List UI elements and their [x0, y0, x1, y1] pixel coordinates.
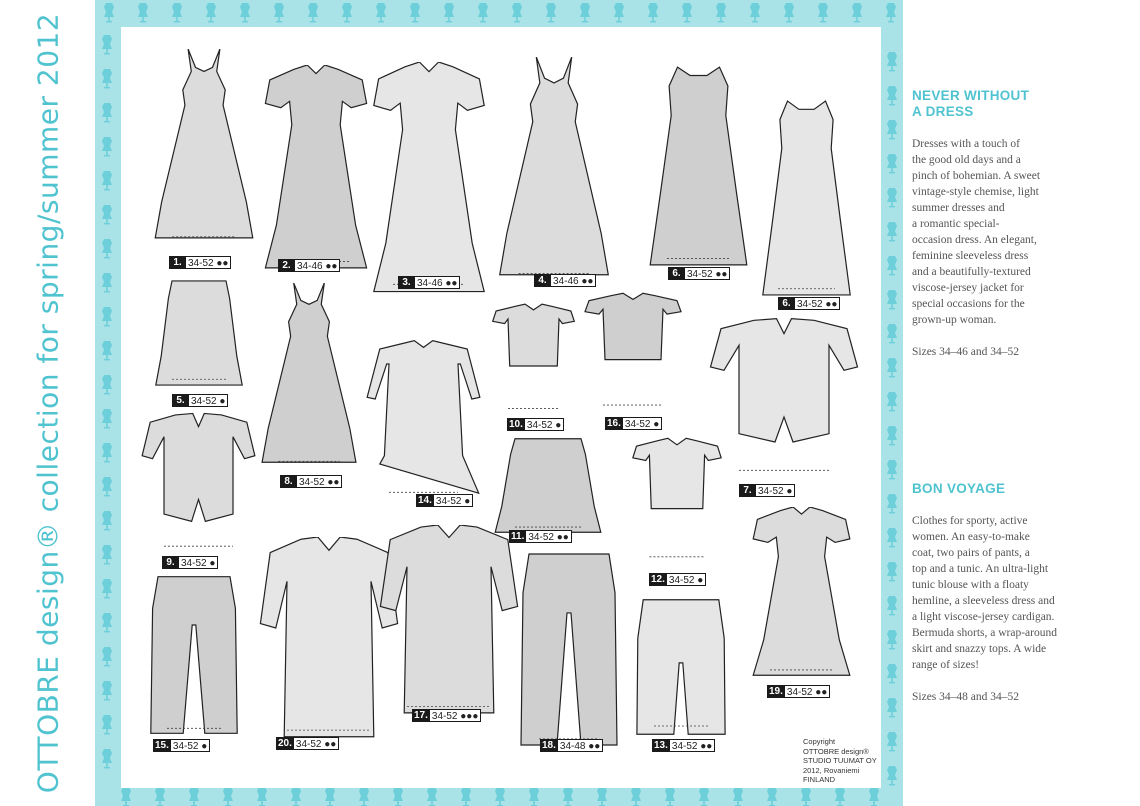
dress-form-motif [614, 3, 624, 22]
dress-form-motif [801, 787, 811, 806]
dress-form-motif [869, 787, 879, 806]
body-line: a romantic special- [912, 218, 1000, 230]
dress-form-motif [887, 732, 897, 751]
dress-form-motif [102, 341, 112, 360]
body-line: top and a tunic. An ultra-light [912, 563, 1049, 575]
copyright-notice [803, 737, 881, 785]
pattern-size-tag [540, 739, 603, 752]
garment-sketch [259, 537, 399, 739]
dress-form-motif [631, 787, 641, 806]
section-body [912, 136, 1122, 328]
pattern-number: 6. [668, 267, 685, 280]
plaid-shift-dress-icon [759, 99, 854, 297]
wrap-skirt-icon [493, 437, 603, 534]
dress-form-motif [887, 426, 897, 445]
dress-form-motif [887, 392, 897, 411]
body-line: occasion dress. An elegant, [912, 234, 1037, 246]
dress-form-motif [835, 787, 845, 806]
garment-sketch [493, 437, 603, 534]
dress-form-motif [172, 3, 182, 22]
body-line: summer dresses and [912, 202, 1005, 214]
pattern-number: 2. [278, 259, 295, 272]
dress-form-motif [750, 3, 760, 22]
pattern-size-tag [162, 556, 218, 569]
dress-form-motif [102, 239, 112, 258]
skirt-icon [154, 279, 244, 387]
pattern-size-tag [668, 267, 730, 280]
halter-top-icon [631, 437, 723, 562]
trousers-icon [519, 552, 619, 747]
pattern-number: 17. [414, 710, 428, 721]
dress-form-motif [102, 647, 112, 666]
vertical-title-strip [0, 0, 95, 806]
garment-sketch [151, 49, 257, 245]
body-line: Bermuda shorts, a wrap-around [912, 627, 1057, 639]
pattern-size-tag [778, 297, 840, 310]
dress-form-motif [104, 3, 114, 22]
garment-sketch [495, 57, 613, 283]
size-range: 34-48 ●● [558, 739, 603, 752]
dress-form-motif [102, 171, 112, 190]
dress-form-motif [155, 787, 165, 806]
dress-form-motif [189, 787, 199, 806]
heading-line: A DRESS [912, 104, 974, 119]
vneck-dress-icon [749, 507, 854, 677]
dress-form-motif [887, 120, 897, 139]
dress-form-motif [563, 787, 573, 806]
size-range: 34-52 ● [667, 573, 706, 586]
dress-form-motif [887, 562, 897, 581]
dress-form-motif [325, 787, 335, 806]
dress-form-motif [308, 3, 318, 22]
dress-form-motif [102, 409, 112, 428]
dress-form-motif [887, 460, 897, 479]
dress-form-motif [887, 596, 897, 615]
size-range: 34-52 ● [189, 394, 228, 407]
pattern-size-tag [153, 739, 210, 752]
dress-form-motif [102, 137, 112, 156]
size-range: 34-46 ●● [415, 276, 460, 289]
size-range: 34-52 ● [179, 556, 218, 569]
pattern-size-tag [276, 737, 339, 750]
garment-sketch [369, 62, 489, 294]
dress-form-motif [359, 787, 369, 806]
pattern-frame [95, 0, 903, 806]
pattern-number: 4. [534, 274, 551, 287]
garment-sketch [379, 525, 519, 715]
tunic-icon [366, 339, 481, 499]
pattern-size-tag [649, 573, 706, 586]
size-range: 34-52 ●● [785, 685, 830, 698]
tee-icon [583, 292, 683, 410]
wrap-top-icon [491, 303, 576, 413]
pattern-size-tag [280, 475, 342, 488]
garment-sketch [258, 283, 360, 469]
size-range: 34-52 ● [171, 739, 210, 752]
dress-form-motif [733, 787, 743, 806]
body-line: range of sizes! [912, 659, 980, 671]
print-shift-dress-icon [646, 65, 751, 267]
floral-dress-icon [369, 62, 489, 294]
dress-form-motif [767, 787, 777, 806]
body-line: tunic blouse with a floaty [912, 579, 1029, 591]
dress-form-motif [102, 749, 112, 768]
garment-sketch [261, 65, 371, 270]
garment-sketch [636, 597, 726, 737]
dress-form-motif [223, 787, 233, 806]
section-sizes: Sizes 34–46 and 34–52 [912, 346, 1020, 358]
garment-sketch [709, 317, 859, 477]
pattern-number: 6. [778, 297, 795, 310]
pattern-number: 15. [155, 740, 169, 751]
tunic-blouse-icon [379, 525, 519, 715]
dress-form-motif [257, 787, 267, 806]
dress-form-motif [393, 787, 403, 806]
copyright-line: 2012, Rovaniemi FINLAND [803, 765, 860, 784]
pattern-size-tag [172, 394, 228, 407]
dress-form-motif [102, 307, 112, 326]
pattern-number: 1. [169, 256, 186, 269]
pattern-size-tag [507, 418, 564, 431]
pattern-size-tag [534, 274, 596, 287]
body-line: a light viscose-jersey cardigan. [912, 611, 1055, 623]
pattern-number: 14. [418, 495, 432, 506]
dress-form-motif [665, 787, 675, 806]
dress-form-motif [102, 69, 112, 88]
garment-sketch [646, 65, 751, 267]
body-line: and a beautifully-textured [912, 266, 1031, 278]
copyright-line: STUDIO TUUMAT OY [803, 756, 877, 765]
garment-sketch [749, 507, 854, 677]
dress-form-motif [342, 3, 352, 22]
section-sizes: Sizes 34–48 and 34–52 [912, 691, 1020, 703]
dress-form-motif [102, 103, 112, 122]
dress-form-motif [887, 86, 897, 105]
dress-form-motif [102, 715, 112, 734]
dress-form-motif [240, 3, 250, 22]
garment-sketch [759, 99, 854, 297]
dress-form-motif [886, 3, 896, 22]
pattern-number: 18. [542, 740, 556, 751]
dress-form-motif [887, 256, 897, 275]
dress-form-motif [887, 324, 897, 343]
dress-form-motif [102, 443, 112, 462]
dress-form-motif [887, 222, 897, 241]
dress-form-motif [274, 3, 284, 22]
dress-form-motif [102, 545, 112, 564]
dress-form-motif [206, 3, 216, 22]
pattern-size-tag [739, 484, 795, 497]
dress-form-motif [444, 3, 454, 22]
dress-form-motif [887, 154, 897, 173]
section-body [912, 513, 1122, 673]
dress-form-motif [512, 3, 522, 22]
body-line: viscose-jersey jacket for [912, 282, 1024, 294]
body-line: pinch of bohemian. A sweet [912, 170, 1041, 182]
dress-form-motif [478, 3, 488, 22]
dress-form-motif [818, 3, 828, 22]
dress-form-motif [716, 3, 726, 22]
dress-form-motif [495, 787, 505, 806]
body-line: coat, two pairs of pants, a [912, 547, 1030, 559]
size-range: 34-46 ●● [551, 274, 596, 287]
bubble-dress-icon [258, 283, 360, 469]
copyright-line: Copyright [803, 737, 836, 746]
dress-form-motif [102, 511, 112, 530]
dress-form-motif [887, 698, 897, 717]
dress-form-motif [887, 358, 897, 377]
body-line: Clothes for sporty, active [912, 515, 1028, 527]
pattern-size-tag [412, 709, 481, 722]
drape-cardigan-icon [141, 412, 256, 552]
size-range: 34-46 ●● [295, 259, 340, 272]
section-heading [912, 88, 1122, 120]
pattern-number: 13. [654, 740, 668, 751]
pattern-number: 20. [278, 738, 292, 749]
size-range: 34-52 ●● [685, 267, 730, 280]
body-line: women. An easy-to-make [912, 531, 1030, 543]
pattern-number: 9. [162, 556, 179, 569]
rose-dress-icon [495, 57, 613, 283]
bermuda-shorts-icon [636, 597, 726, 737]
dress-form-motif [887, 188, 897, 207]
size-range: 34-52 ●●● [430, 709, 481, 722]
garment-sketch [149, 575, 239, 735]
dress-form-motif [784, 3, 794, 22]
garment-sketch [141, 412, 256, 552]
pattern-number: 7. [739, 484, 756, 497]
pattern-size-tag [767, 685, 830, 698]
heading-line: NEVER WITHOUT [912, 88, 1030, 103]
dress-form-motif [580, 3, 590, 22]
dress-form-motif [376, 3, 386, 22]
body-line: the good old days and a [912, 154, 1021, 166]
dress-form-motif [461, 787, 471, 806]
garment-sketch [491, 303, 576, 413]
pattern-size-tag [605, 417, 662, 430]
garment-sketch [631, 437, 723, 562]
pattern-number: 11. [511, 531, 525, 542]
body-line: feminine sleeveless dress [912, 250, 1029, 262]
pattern-size-tag [278, 259, 340, 272]
heading-line: BON VOYAGE [912, 481, 1006, 496]
dress-form-motif [121, 787, 131, 806]
size-range: 34-52 ●● [186, 256, 231, 269]
body-line: hemline, a sleeveless dress and [912, 595, 1055, 607]
dress-form-motif [102, 273, 112, 292]
dress-form-motif [102, 35, 112, 54]
section-never-without-a-dress [912, 88, 1122, 360]
dress-form-motif [887, 766, 897, 785]
capri-pants-icon [149, 575, 239, 735]
section-bon-voyage [912, 481, 1122, 705]
size-range: 34-52 ● [756, 484, 795, 497]
pattern-size-tag [398, 276, 460, 289]
size-range: 34-52 ● [623, 417, 662, 430]
dress-form-motif [887, 630, 897, 649]
dress-form-motif [138, 3, 148, 22]
pattern-number: 8. [280, 475, 297, 488]
size-range: 34-52 ●● [670, 739, 715, 752]
size-range: 34-52 ●● [294, 737, 339, 750]
dress-form-motif [887, 290, 897, 309]
body-line: special occasions for the [912, 298, 1025, 310]
dress-form-motif [410, 3, 420, 22]
dress-form-motif [529, 787, 539, 806]
copyright-line: OTTOBRE design® [803, 746, 869, 756]
strappy-dress-icon [151, 49, 257, 245]
pattern-number: 5. [172, 394, 189, 407]
size-range: 34-52 ●● [795, 297, 840, 310]
size-range: 34-52 ● [434, 494, 473, 507]
garment-sketch [366, 339, 481, 499]
pattern-size-tag [416, 494, 473, 507]
dress-form-motif [699, 787, 709, 806]
garment-sketch [519, 552, 619, 747]
dress-form-motif [682, 3, 692, 22]
dress-form-motif [887, 528, 897, 547]
dress-form-motif [102, 613, 112, 632]
pattern-number: 10. [509, 419, 523, 430]
body-line: vintage-style chemise, light [912, 186, 1039, 198]
body-line: grown-up woman. [912, 314, 997, 326]
body-line: Dresses with a touch of [912, 138, 1020, 150]
dress-form-motif [887, 494, 897, 513]
size-range: 34-52 ●● [526, 530, 571, 543]
pattern-number: 3. [398, 276, 415, 289]
section-heading [912, 481, 1122, 497]
dress-form-motif [102, 681, 112, 700]
illustration-panel [121, 27, 881, 788]
dress-form-motif [546, 3, 556, 22]
dress-form-motif [102, 579, 112, 598]
garment-sketch [583, 292, 683, 410]
pattern-size-tag [652, 739, 715, 752]
garment-sketch [154, 279, 244, 387]
collection-title: OTTOBRE design® collection for spring/summer 2012 [31, 12, 64, 794]
size-range: 34-52 ● [525, 418, 564, 431]
checked-dress-icon [261, 65, 371, 270]
body-line: skirt and snazzy tops. A wide [912, 643, 1047, 655]
dress-form-motif [597, 787, 607, 806]
dress-form-motif [648, 3, 658, 22]
dress-form-motif [887, 664, 897, 683]
dress-form-motif [852, 3, 862, 22]
pattern-number: 19. [769, 686, 783, 697]
dress-form-motif [291, 787, 301, 806]
coat-icon [259, 537, 399, 739]
pattern-number: 16. [607, 418, 621, 429]
pattern-size-tag [169, 256, 231, 269]
dress-form-motif [887, 52, 897, 71]
cardigan-icon [709, 317, 859, 477]
pattern-number: 12. [651, 574, 665, 585]
dress-form-motif [102, 375, 112, 394]
size-range: 34-52 ●● [297, 475, 342, 488]
dress-form-motif [102, 477, 112, 496]
dress-form-motif [427, 787, 437, 806]
dress-form-motif [102, 205, 112, 224]
